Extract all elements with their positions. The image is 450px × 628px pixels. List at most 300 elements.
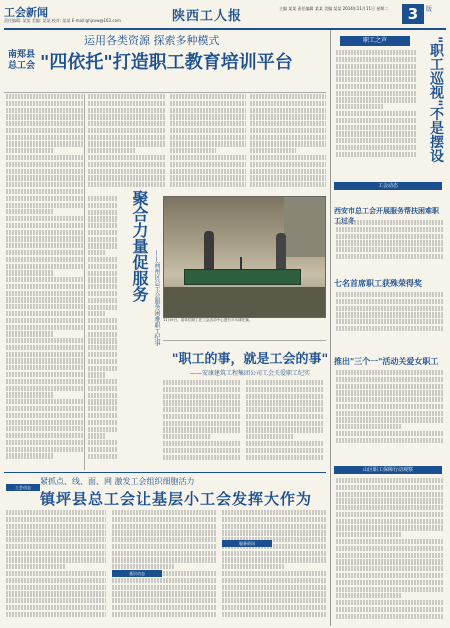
text-line xyxy=(336,104,384,109)
section-title: 工会新闻 xyxy=(4,6,48,19)
text-line xyxy=(336,97,416,102)
text-line xyxy=(6,392,53,397)
text-line xyxy=(336,573,444,578)
text-line xyxy=(170,101,246,106)
body-column-10 xyxy=(222,510,326,622)
text-line xyxy=(6,598,106,603)
text-line xyxy=(163,407,241,412)
text-line xyxy=(336,377,444,382)
text-line xyxy=(88,121,166,126)
text-line xyxy=(88,216,118,221)
text-line xyxy=(336,299,444,304)
body-column-4 xyxy=(250,94,326,190)
text-line xyxy=(6,121,84,126)
text-line xyxy=(112,551,216,556)
text-line xyxy=(88,243,118,248)
text-line xyxy=(336,70,416,75)
body-column-2 xyxy=(88,94,166,190)
text-line xyxy=(170,162,246,167)
text-line xyxy=(6,155,84,160)
bottom-headline: 镇坪县总工会让基层小工会发挥大作为 xyxy=(40,490,313,508)
text-line xyxy=(222,557,326,562)
text-line xyxy=(6,440,84,445)
text-line xyxy=(246,380,324,385)
text-line xyxy=(88,393,118,398)
text-line xyxy=(336,525,444,530)
text-line xyxy=(163,380,241,385)
text-line xyxy=(88,203,118,208)
text-line xyxy=(88,427,118,432)
text-line xyxy=(246,448,324,453)
text-line xyxy=(170,175,246,180)
lead-headline: "四依托"打造职工教育培训平台 xyxy=(40,52,293,73)
text-line xyxy=(88,264,118,269)
text-line xyxy=(336,553,444,558)
text-line xyxy=(6,108,84,113)
text-line xyxy=(6,318,84,323)
text-line xyxy=(336,111,416,116)
text-line xyxy=(336,131,416,136)
text-line xyxy=(250,108,326,113)
right-vertical-title: "职工巡视"不是摆设 xyxy=(428,36,444,163)
text-line xyxy=(222,530,326,535)
text-line xyxy=(6,114,84,119)
text-line xyxy=(6,182,84,187)
text-line xyxy=(6,148,53,153)
edition-label: 版 xyxy=(426,6,433,13)
text-line xyxy=(336,125,416,130)
text-line xyxy=(6,264,84,269)
text-line xyxy=(88,182,166,187)
text-line xyxy=(88,237,118,242)
text-line xyxy=(6,216,84,221)
text-line xyxy=(163,421,241,426)
text-line xyxy=(222,612,326,617)
body-column-7 xyxy=(246,380,324,468)
text-line xyxy=(336,152,416,157)
text-line xyxy=(336,438,444,443)
text-line xyxy=(336,91,416,96)
text-line xyxy=(112,591,216,596)
text-line xyxy=(336,417,444,422)
right-body-1 xyxy=(336,50,416,160)
news-photo xyxy=(163,196,326,318)
text-line xyxy=(88,291,118,296)
text-line xyxy=(6,304,84,309)
text-line xyxy=(6,358,84,363)
text-line xyxy=(170,148,216,153)
text-line xyxy=(6,297,84,302)
text-line xyxy=(336,404,444,409)
text-line xyxy=(6,257,84,262)
text-line xyxy=(88,372,106,377)
right-body-4 xyxy=(336,370,444,450)
text-line xyxy=(336,220,444,225)
text-line xyxy=(336,539,444,544)
right-box-title: 职工之声 xyxy=(340,36,410,46)
text-line xyxy=(336,319,444,324)
text-line xyxy=(6,250,84,255)
text-line xyxy=(246,427,324,432)
right-head-1: 西安市总工会开展服务帮扶困难职工过冬 xyxy=(334,206,439,225)
text-line xyxy=(336,397,444,402)
text-line xyxy=(246,407,324,412)
text-line xyxy=(336,84,416,89)
text-line xyxy=(6,196,84,201)
text-line xyxy=(6,352,84,357)
text-line xyxy=(163,394,241,399)
text-line xyxy=(6,189,84,194)
text-line xyxy=(6,223,84,228)
text-line xyxy=(336,292,444,297)
text-line xyxy=(88,277,118,282)
text-line xyxy=(163,434,210,439)
text-line xyxy=(112,578,216,583)
text-line xyxy=(6,591,106,596)
text-line xyxy=(6,578,106,583)
text-line xyxy=(336,234,444,239)
mid-headline: "职工的事，就是工会的事" xyxy=(171,352,329,367)
bottom-divider xyxy=(4,472,326,473)
text-line xyxy=(222,578,326,583)
text-line xyxy=(112,510,216,515)
text-line xyxy=(6,209,53,214)
text-line xyxy=(88,325,118,330)
text-line xyxy=(6,311,84,316)
text-line xyxy=(6,537,106,542)
section-label-1: 工会动态 xyxy=(6,484,40,491)
text-line xyxy=(250,141,326,146)
text-line xyxy=(6,291,84,296)
photo-building xyxy=(284,197,325,257)
text-line xyxy=(6,372,84,377)
text-line xyxy=(112,537,216,542)
rule-col1 xyxy=(84,94,85,470)
text-line xyxy=(246,394,324,399)
text-line xyxy=(336,254,444,259)
text-line xyxy=(6,236,84,241)
text-line xyxy=(336,532,401,537)
text-line xyxy=(163,441,241,446)
text-line xyxy=(170,182,246,187)
text-line xyxy=(336,138,416,143)
right-bar-1: 工会动态 xyxy=(334,182,442,190)
text-line xyxy=(6,243,84,248)
photo-table xyxy=(184,269,301,285)
text-line xyxy=(246,455,324,460)
right-body-2 xyxy=(336,220,444,266)
text-line xyxy=(6,530,106,535)
text-line xyxy=(336,57,416,62)
text-line xyxy=(6,284,84,289)
text-line xyxy=(6,524,106,529)
text-line xyxy=(6,551,106,556)
text-line xyxy=(222,564,284,569)
section-label-2: 基层动态 xyxy=(112,570,162,577)
text-line xyxy=(6,338,84,343)
text-line xyxy=(6,433,84,438)
text-line xyxy=(88,413,118,418)
text-line xyxy=(112,557,216,562)
text-line xyxy=(170,114,246,119)
body-column-1 xyxy=(6,94,84,464)
text-line xyxy=(222,510,326,515)
text-line xyxy=(6,135,84,140)
text-line xyxy=(336,593,401,598)
bottom-subtitle: 紧抓点、线、面、网 激发工会组织细胞活力 xyxy=(40,477,195,486)
text-line xyxy=(170,169,246,174)
lead-headline-block xyxy=(4,30,326,90)
text-line xyxy=(88,420,118,425)
text-line xyxy=(88,433,106,438)
text-line xyxy=(336,580,444,585)
text-line xyxy=(336,498,444,503)
text-line xyxy=(250,135,326,140)
text-line xyxy=(6,605,106,610)
text-line xyxy=(88,345,118,350)
text-line xyxy=(336,431,444,436)
text-line xyxy=(6,230,84,235)
text-line xyxy=(250,128,326,133)
text-line xyxy=(222,598,326,603)
text-line xyxy=(170,121,246,126)
text-line xyxy=(88,454,118,459)
text-line xyxy=(88,406,118,411)
text-line xyxy=(88,162,166,167)
text-line xyxy=(6,585,106,590)
text-line xyxy=(6,141,84,146)
text-line xyxy=(336,559,444,564)
text-line xyxy=(163,400,241,405)
text-line xyxy=(112,530,216,535)
text-line xyxy=(250,169,326,174)
text-line xyxy=(222,591,326,596)
right-body-5 xyxy=(336,478,444,622)
text-line xyxy=(336,326,444,331)
text-line xyxy=(6,571,106,576)
right-head-3: 推出"三个一"活动关爱女职工 xyxy=(334,356,439,366)
text-line xyxy=(112,612,216,617)
text-line xyxy=(88,230,118,235)
text-line xyxy=(6,379,84,384)
text-line xyxy=(336,411,444,416)
text-line xyxy=(250,148,296,153)
text-line xyxy=(336,607,444,612)
text-line xyxy=(88,311,106,316)
masthead-meta: 主编 某某 责任编辑 某某 美编 某某 2014年11月11日 星期二 xyxy=(279,6,389,11)
side-vertical-subhead: ——商州区总工会服务困难职工纪事 xyxy=(153,250,160,346)
text-line xyxy=(336,512,444,517)
body-column-6 xyxy=(163,380,241,468)
text-line xyxy=(336,485,444,490)
text-line xyxy=(88,366,118,371)
text-line xyxy=(112,524,216,529)
text-line xyxy=(222,551,326,556)
text-line xyxy=(163,455,241,460)
rule-lead xyxy=(4,92,326,93)
text-line xyxy=(6,277,84,282)
text-line xyxy=(112,544,216,549)
text-line xyxy=(250,155,326,160)
text-line xyxy=(246,400,324,405)
text-line xyxy=(88,223,118,228)
lead-subtitle: 运用各类资源 探索多种模式 xyxy=(84,34,220,47)
text-line xyxy=(6,128,84,133)
text-line xyxy=(112,605,216,610)
text-line xyxy=(336,64,416,69)
text-line xyxy=(170,155,246,160)
text-line xyxy=(6,331,53,336)
text-line xyxy=(6,94,84,99)
text-line xyxy=(6,399,84,404)
text-line xyxy=(250,182,326,187)
text-line xyxy=(336,478,444,483)
text-line xyxy=(88,155,166,160)
text-line xyxy=(88,141,166,146)
text-line xyxy=(88,175,166,180)
text-line xyxy=(250,114,326,119)
text-line xyxy=(250,101,326,106)
text-line xyxy=(88,284,118,289)
text-line xyxy=(222,571,326,576)
text-line xyxy=(336,312,444,317)
text-line xyxy=(336,492,444,497)
text-line xyxy=(250,162,326,167)
text-line xyxy=(6,612,106,617)
section-label-3: 服务资讯 xyxy=(222,540,272,547)
text-line xyxy=(88,447,118,452)
text-line xyxy=(170,128,246,133)
text-line xyxy=(336,587,444,592)
text-line xyxy=(6,413,84,418)
text-line xyxy=(6,517,106,522)
text-line xyxy=(336,227,444,232)
text-line xyxy=(88,359,118,364)
text-line xyxy=(6,365,84,370)
text-line xyxy=(336,247,444,252)
photo-shrubs xyxy=(164,287,325,317)
text-line xyxy=(88,257,118,262)
text-line xyxy=(112,517,216,522)
text-line xyxy=(6,162,84,167)
text-line xyxy=(6,175,84,180)
text-line xyxy=(336,77,416,82)
photo-caption: 11月9日，某单位职工在工会活动中心进行乒乓球比赛。 xyxy=(163,318,253,322)
text-line xyxy=(246,421,324,426)
text-line xyxy=(336,519,444,524)
text-line xyxy=(222,605,326,610)
text-line xyxy=(6,386,84,391)
text-line xyxy=(163,448,241,453)
text-line xyxy=(112,564,174,569)
text-line xyxy=(88,352,118,357)
text-line xyxy=(88,318,118,323)
photo-player-1 xyxy=(204,231,214,269)
text-line xyxy=(6,453,53,458)
text-line xyxy=(246,414,324,419)
text-line xyxy=(6,406,84,411)
text-line xyxy=(6,270,53,275)
text-line xyxy=(163,427,241,432)
text-line xyxy=(336,390,444,395)
text-line xyxy=(88,94,166,99)
text-line xyxy=(88,148,135,153)
photo-player-2 xyxy=(276,233,286,269)
text-line xyxy=(112,585,216,590)
body-column-5 xyxy=(88,196,118,464)
text-line xyxy=(336,306,444,311)
text-line xyxy=(336,614,444,619)
text-line xyxy=(88,210,118,215)
text-line xyxy=(170,108,246,113)
text-line xyxy=(88,332,118,337)
text-line xyxy=(336,50,416,55)
text-line xyxy=(88,128,166,133)
text-line xyxy=(336,118,416,123)
text-line xyxy=(6,325,84,330)
text-line xyxy=(6,564,66,569)
text-line xyxy=(6,544,106,549)
text-line xyxy=(88,338,118,343)
text-line xyxy=(336,546,444,551)
text-line xyxy=(336,384,444,389)
right-head-2: 七名首席职工获殊荣得奖 xyxy=(334,278,422,288)
rule-mid xyxy=(163,340,326,341)
side-vertical-headline: 聚合力量促服务 xyxy=(130,190,149,302)
text-line xyxy=(336,424,401,429)
text-line xyxy=(88,379,118,384)
text-line xyxy=(246,441,324,446)
text-line xyxy=(6,557,106,562)
right-body-3 xyxy=(336,292,444,338)
text-line xyxy=(88,386,118,391)
text-line xyxy=(163,414,241,419)
mid-subheadline: ——安康建筑工程集团公司工会关爱职工纪实 xyxy=(189,370,310,377)
text-line xyxy=(6,203,84,208)
text-line xyxy=(336,240,444,245)
paper-name: 陕西工人报 xyxy=(172,9,243,24)
text-line xyxy=(88,250,106,255)
text-line xyxy=(170,94,246,99)
lead-place: 南郑县总工会 xyxy=(8,50,36,71)
text-line xyxy=(112,598,216,603)
page-number: 3 xyxy=(402,4,424,24)
text-line xyxy=(6,101,84,106)
text-line xyxy=(170,141,246,146)
text-line xyxy=(88,101,166,106)
text-line xyxy=(88,108,166,113)
text-line xyxy=(250,121,326,126)
text-line xyxy=(222,517,326,522)
text-line xyxy=(6,169,84,174)
text-line xyxy=(6,345,84,350)
text-line xyxy=(6,447,84,452)
body-column-3 xyxy=(170,94,246,190)
masthead xyxy=(4,2,446,30)
right-bar-2: 山区职工保障行动观察 xyxy=(334,466,442,474)
text-line xyxy=(88,114,166,119)
text-line xyxy=(222,585,326,590)
text-line xyxy=(88,305,118,310)
text-line xyxy=(336,505,444,510)
text-line xyxy=(6,426,84,431)
text-line xyxy=(88,271,118,276)
text-line xyxy=(170,135,246,140)
text-line xyxy=(6,420,84,425)
text-line xyxy=(250,94,326,99)
text-line xyxy=(88,298,118,303)
text-line xyxy=(88,169,166,174)
